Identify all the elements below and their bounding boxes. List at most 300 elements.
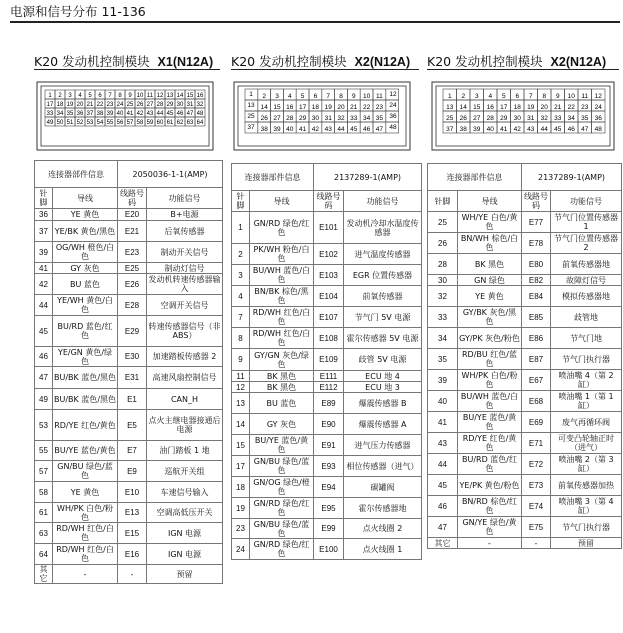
pin-label: 3 (68, 93, 72, 99)
connector-diagram (36, 81, 216, 152)
wire-color: BU/YE 蓝色/黄色 (250, 435, 314, 456)
signal-function: 点火线圈 2 (344, 519, 422, 539)
pin-label: 42 (311, 126, 320, 133)
circuit-code: E112 (314, 382, 344, 393)
pin-label: 25 (446, 115, 454, 122)
pin-label: 46 (567, 126, 575, 133)
pin-row (35, 441, 223, 461)
pin-start-3: 33 (46, 111, 54, 117)
pin-label: 28 (156, 102, 164, 108)
pin-label: 50 (56, 120, 64, 126)
pin-label: 29 (500, 115, 508, 122)
pin-number: 8 (232, 328, 250, 349)
pin-table-x1 (34, 160, 223, 584)
pin-label: 32 (337, 115, 345, 122)
signal-function: 进气压力传感器 (344, 435, 422, 456)
pin-number: 33 (428, 307, 458, 328)
wire-color: WH/PK 白色/粉色 (458, 370, 522, 391)
pin-label: 62 (176, 120, 184, 126)
circuit-code: E28 (118, 295, 147, 316)
pin-label: 42 (136, 111, 144, 117)
circuit-code: E85 (522, 307, 551, 328)
wire-color: BU/WH 蓝色/白色 (458, 391, 522, 412)
pin-number: 44 (35, 295, 53, 316)
pin-label: 19 (66, 102, 74, 108)
pin-label: 40 (286, 126, 294, 133)
pin-number: 44 (428, 454, 458, 475)
wire-color: BU/BK 蓝色/黑色 (53, 367, 118, 389)
pin-label: 55 (106, 120, 114, 126)
pin-label: 48 (594, 126, 602, 133)
pin-label: 7 (326, 93, 331, 100)
pin-label: 38 (96, 111, 104, 117)
wire-color: YE/WH 黄色/白色 (53, 295, 118, 316)
pin-number: 37 (35, 221, 53, 242)
pin-label: 20 (76, 102, 84, 108)
wire-color: BN/BK 棕色/黑色 (250, 286, 314, 307)
signal-function: 节气门位置传感器 2 (551, 233, 622, 254)
pin-row (35, 367, 223, 389)
pin-row (232, 393, 422, 414)
pin-number: 1 (232, 212, 250, 244)
pin-label: 15 (473, 104, 481, 111)
signal-function: 节气门位置传感器 1 (551, 212, 622, 233)
circuit-code: E23 (118, 242, 147, 263)
pin-row (35, 295, 223, 316)
wire-color: WH/PK 白色/粉色 (53, 503, 118, 523)
pin-start-2: 17 (46, 102, 54, 108)
pin-label: 22 (362, 104, 371, 111)
pin-label: 20 (337, 104, 345, 111)
pin-label: 51 (66, 120, 74, 126)
pin-label: 60 (156, 120, 164, 126)
pin-number: 7 (232, 307, 250, 328)
header-wire: 导线 (53, 188, 118, 209)
pin-label: 19 (324, 104, 332, 111)
pin-label: 34 (567, 115, 575, 122)
pin-end-4: 64 (196, 120, 204, 126)
pin-label: 9 (351, 93, 356, 100)
circuit-code: E102 (314, 244, 344, 265)
pin-end-3: 36 (389, 113, 397, 120)
signal-function: 节气门执行器 (551, 517, 622, 538)
pin-label: 15 (273, 104, 281, 111)
title-underline (427, 69, 619, 70)
signal-function: IGN 电源 (147, 523, 223, 544)
wire-color: GY 灰色 (250, 414, 314, 435)
pin-number: 55 (35, 441, 53, 461)
pin-label: 15 (186, 93, 194, 99)
pin-number: 18 (232, 477, 250, 498)
pin-label: 52 (76, 120, 84, 126)
pin-number: 9 (232, 349, 250, 371)
pin-label: 8 (118, 93, 122, 99)
circuit-code: E9 (118, 461, 147, 482)
pin-number: 41 (428, 412, 458, 433)
pin-label: 11 (376, 93, 383, 100)
connector-info-label: 连接器部件信息 (232, 164, 314, 191)
wire-color: WH/YE 白色/黄色 (458, 212, 522, 233)
pin-label: 19 (527, 104, 535, 111)
wire-color: RD/WH 红色/白色 (53, 523, 118, 544)
pin-label: 9 (128, 93, 132, 99)
pin-number: 12 (232, 382, 250, 393)
pin-label: 11 (581, 93, 589, 100)
circuit-code: E74 (522, 496, 551, 517)
wire-color: BU/RD 蓝色/红色 (53, 316, 118, 347)
pin-row (232, 265, 422, 286)
pin-label: 54 (96, 120, 104, 126)
pin-row (232, 382, 422, 393)
connector-info-label: 连接器部件信息 (428, 164, 522, 191)
signal-function: ECU 地 3 (344, 382, 422, 393)
pin-start-4: 49 (46, 120, 54, 126)
title-underline (231, 69, 419, 70)
wire-color: BU/YE 蓝色/黄色 (458, 412, 522, 433)
pin-end-2: 32 (196, 102, 204, 108)
circuit-code: E21 (118, 221, 147, 242)
wire-color: BK 黑色 (458, 254, 522, 275)
header-signal: 功能信号 (551, 191, 622, 212)
circuit-code: E69 (522, 412, 551, 433)
pin-label: 21 (350, 104, 358, 111)
pin-label: 35 (66, 111, 74, 117)
pin-label: 33 (350, 115, 358, 122)
connector-diagram (431, 81, 617, 152)
pin-row (428, 475, 622, 496)
wire-color: OG/WH 橙色/白色 (53, 242, 118, 263)
circuit-code: E25 (118, 263, 147, 274)
wire-color: RD/YE 红色/黄色 (53, 410, 118, 441)
pin-label: 2 (58, 93, 62, 99)
signal-function: 模拟传感器地 (551, 286, 622, 307)
pin-label: 23 (581, 104, 589, 111)
pin-label: 42 (513, 126, 521, 133)
pin-start-3: 25 (247, 113, 255, 120)
pin-number: 4 (232, 286, 250, 307)
pin-label: 30 (176, 102, 184, 108)
pin-label: 58 (136, 120, 144, 126)
signal-function: 故障灯信号 (551, 275, 622, 286)
pin-label: 18 (311, 104, 320, 111)
wire-color: RD/WH 红色/白色 (53, 544, 118, 565)
pin-label: 47 (375, 126, 384, 133)
circuit-code: E20 (118, 209, 147, 221)
pin-label: 44 (156, 111, 164, 117)
wire-color: BU/WH 蓝色/白色 (250, 265, 314, 286)
signal-function: 喷油嘴 3（第 4 缸） (551, 496, 622, 517)
circuit-code: E108 (314, 328, 344, 349)
pin-row (428, 496, 622, 517)
signal-function: 进气温度传感器 (344, 244, 422, 265)
pin-row (428, 233, 622, 254)
pin-label: 26 (260, 115, 268, 122)
pin-label: 57 (126, 120, 134, 126)
connector-part-number: 2050036-1-1(AMP) (118, 161, 223, 188)
page-title: 电源和信号分布 11-136 (10, 4, 146, 19)
circuit-code: E100 (314, 539, 344, 560)
pin-row (428, 328, 622, 349)
pin-label: 20 (540, 104, 548, 111)
pin-number: 47 (35, 367, 53, 389)
wire-color: GY/PK 灰色/粉色 (458, 328, 522, 349)
pin-row (232, 349, 422, 371)
circuit-code: E68 (522, 391, 551, 412)
pin-label: 28 (286, 115, 294, 122)
circuit-code: E15 (118, 523, 147, 544)
signal-function: 废气再循环阀 (551, 412, 622, 433)
signal-function: 前氧传感器地 (551, 254, 622, 275)
pin-label: 3 (275, 93, 279, 100)
pin-label: 28 (486, 115, 494, 122)
pin-number: 28 (428, 254, 458, 275)
connector-diagram (233, 81, 413, 152)
pin-table-x2-second (427, 163, 622, 549)
pin-label: 12 (156, 93, 164, 99)
pin-number: 64 (35, 544, 53, 565)
header-circuit: 线路号码 (522, 191, 551, 212)
pin-label: 30 (311, 115, 320, 122)
header-signal: 功能信号 (147, 188, 223, 209)
pin-label: 22 (567, 104, 575, 111)
pin-row (232, 477, 422, 498)
header-signal: 功能信号 (344, 191, 422, 212)
signal-function: IGN 电源 (147, 544, 223, 565)
circuit-code: E71 (522, 433, 551, 454)
pin-row (428, 307, 622, 328)
circuit-code: E5 (118, 410, 147, 441)
pin-number: 58 (35, 482, 53, 503)
pin-row (428, 412, 622, 433)
wire-color: GN/BU 绿色/蓝色 (250, 519, 314, 539)
signal-function: B+电源 (147, 209, 223, 221)
pin-label: 4 (78, 93, 82, 99)
pin-label: 23 (106, 102, 114, 108)
pin-label: 4 (488, 93, 493, 100)
pin-row (35, 461, 223, 482)
pin-label: 7 (528, 93, 533, 100)
signal-function: 节气门地 (551, 328, 622, 349)
wire-color: GN 绿色 (458, 275, 522, 286)
pin-label: 34 (362, 115, 371, 122)
wire-color: YE/GN 黄色/绿色 (53, 347, 118, 367)
pin-label: 32 (540, 115, 548, 122)
wire-color: BU 蓝色 (53, 274, 118, 295)
pin-label: 27 (473, 115, 481, 122)
pin-label: 8 (339, 93, 343, 100)
circuit-code: - (522, 538, 551, 549)
wire-color: BK 黑色 (250, 382, 314, 393)
pin-row (35, 263, 223, 274)
pin-number: 30 (428, 275, 458, 286)
signal-function: 油门踏板 1 地 (147, 441, 223, 461)
circuit-code: E87 (522, 349, 551, 370)
pin-row (35, 274, 223, 295)
pin-number: 47 (428, 517, 458, 538)
pin-label: 16 (486, 104, 494, 111)
pin-number: 19 (232, 498, 250, 519)
pin-row (35, 389, 223, 410)
panel-title: K20 发动机控制模块 X1(N12A) (34, 54, 214, 69)
circuit-code: - (118, 565, 147, 584)
pin-label: 17 (298, 104, 307, 111)
pin-label: 14 (459, 104, 467, 111)
circuit-code: E94 (314, 477, 344, 498)
pin-label: 29 (166, 102, 174, 108)
pin-row (232, 328, 422, 349)
wire-color: PK/WH 粉色/白色 (250, 244, 314, 265)
panel-title: K20 发动机控制模块 X2(N12A) (427, 54, 607, 69)
pin-row (428, 275, 622, 286)
panel-title: K20 发动机控制模块 X2(N12A) (231, 54, 411, 69)
circuit-code: E67 (522, 370, 551, 391)
pin-row (232, 498, 422, 519)
pin-label: 13 (166, 93, 174, 99)
pin-number: 42 (35, 274, 53, 295)
pin-label: 10 (362, 93, 371, 100)
pin-row (428, 391, 622, 412)
wire-color: GY 灰色 (53, 263, 118, 274)
pin-row (35, 503, 223, 523)
wire-color: YE 黄色 (53, 209, 118, 221)
signal-function: 碳罐阀 (344, 477, 422, 498)
circuit-code: E84 (522, 286, 551, 307)
pin-label: 38 (260, 126, 268, 133)
circuit-code: E109 (314, 349, 344, 371)
pin-label: 22 (96, 102, 104, 108)
pin-label: 8 (542, 93, 547, 100)
circuit-code: E107 (314, 307, 344, 328)
circuit-code: E104 (314, 286, 344, 307)
pin-label: 14 (260, 104, 268, 111)
wire-color: GY/BK 灰色/黑色 (458, 307, 522, 328)
pin-label: 46 (176, 111, 184, 117)
pin-row (232, 519, 422, 539)
pin-number: 14 (232, 414, 250, 435)
pin-label: 6 (98, 93, 102, 99)
pin-label: 31 (527, 115, 535, 122)
pin-number: 43 (428, 433, 458, 454)
pin-label: 45 (554, 126, 562, 133)
signal-function: 节气门执行器 (551, 349, 622, 370)
connector-part-number: 2137289-1(AMP) (522, 164, 622, 191)
circuit-code: E78 (522, 233, 551, 254)
circuit-code: E91 (314, 435, 344, 456)
signal-function: 歧管 5V 电源 (344, 349, 422, 371)
pin-label: 30 (513, 115, 521, 122)
pin-label: 26 (136, 102, 144, 108)
pin-label: 14 (176, 93, 184, 99)
pin-label: 40 (486, 126, 494, 133)
wire-color: GN/BU 绿色/蓝色 (53, 461, 118, 482)
circuit-code: E16 (118, 544, 147, 565)
pin-label: 34 (56, 111, 64, 117)
wire-color: RD/WH 红色/白色 (250, 328, 314, 349)
pin-number: 40 (428, 391, 458, 412)
pin-row (232, 244, 422, 265)
pin-number: 23 (232, 519, 250, 539)
pin-number: 13 (232, 393, 250, 414)
pin-label: 33 (554, 115, 562, 122)
signal-function: 霍尔传感器 5V 电源 (344, 328, 422, 349)
signal-function: 后氧传感器 (147, 221, 223, 242)
pin-number: 3 (232, 265, 250, 286)
wire-color: - (458, 538, 522, 549)
pin-label: 3 (474, 93, 479, 100)
pin-number: 46 (428, 496, 458, 517)
pin-number: 39 (35, 242, 53, 263)
title-rule (10, 21, 620, 23)
pin-row (428, 433, 622, 454)
pin-row (35, 209, 223, 221)
pin-number: 41 (35, 263, 53, 274)
circuit-code: E7 (118, 441, 147, 461)
pin-row (232, 539, 422, 560)
pin-start-1: 1 (249, 91, 253, 98)
signal-function: 霍尔传感器地 (344, 498, 422, 519)
pin-label: 44 (540, 126, 548, 133)
wire-color: GN/YE 绿色/黄色 (458, 517, 522, 538)
header-pin: 针脚 (35, 188, 53, 209)
pin-number: 其它 (35, 565, 53, 584)
pin-label: 41 (298, 126, 307, 133)
pin-number: 26 (428, 233, 458, 254)
pin-number: 45 (35, 316, 53, 347)
pin-row (428, 517, 622, 538)
circuit-code: E80 (522, 254, 551, 275)
pin-number: 其它 (428, 538, 458, 549)
pin-label: 21 (86, 102, 94, 108)
circuit-code: E29 (118, 316, 147, 347)
circuit-code: E82 (522, 275, 551, 286)
pin-label: 36 (594, 115, 602, 122)
pin-end-2: 24 (389, 102, 397, 109)
circuit-code: E73 (522, 475, 551, 496)
header-pin: 针脚 (428, 191, 458, 212)
circuit-code: E103 (314, 265, 344, 286)
pin-label: 41 (500, 126, 508, 133)
pin-label: 9 (555, 93, 560, 100)
pin-label: 23 (375, 104, 384, 111)
pin-number: 34 (428, 328, 458, 349)
pin-row (35, 347, 223, 367)
pin-number: 39 (428, 370, 458, 391)
signal-function: 巡航开关组 (147, 461, 223, 482)
circuit-code: E10 (118, 482, 147, 503)
wire-color: GN/BU 绿色/蓝色 (250, 456, 314, 477)
pin-label: 44 (337, 126, 345, 133)
pin-label: 43 (324, 126, 332, 133)
wire-color: BU/YE 蓝色/黄色 (53, 441, 118, 461)
pin-table-x2-first (231, 163, 422, 560)
header-circuit: 线路号码 (118, 188, 147, 209)
pin-label: 56 (116, 120, 124, 126)
signal-function: 空调开关信号 (147, 295, 223, 316)
circuit-code: E31 (118, 367, 147, 389)
signal-function: 制动灯信号 (147, 263, 223, 274)
wire-color: YE 黄色 (53, 482, 118, 503)
circuit-code: E89 (314, 393, 344, 414)
pin-label: 36 (76, 111, 84, 117)
wire-color: BK 黑色 (250, 371, 314, 382)
pin-label: 31 (186, 102, 194, 108)
header-pin: 针脚 (232, 191, 250, 212)
pin-label: 59 (146, 120, 154, 126)
pin-number: 63 (35, 523, 53, 544)
pin-label: 25 (126, 102, 134, 108)
pin-label: 5 (300, 93, 305, 100)
header-circuit: 线路号码 (314, 191, 344, 212)
